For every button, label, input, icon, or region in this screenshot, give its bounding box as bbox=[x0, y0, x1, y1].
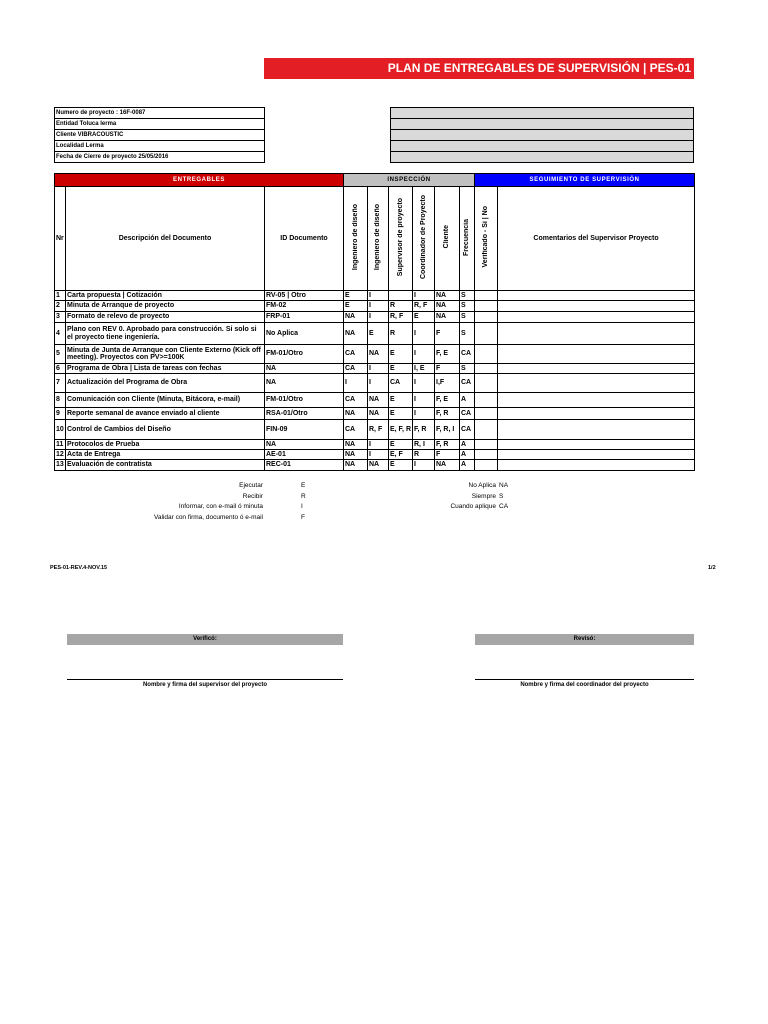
legend-code: R bbox=[301, 492, 306, 500]
col-header-coordinator-label: Coordinador de Proyecto bbox=[419, 194, 427, 279]
row-supervisor-cell: E, F bbox=[389, 450, 413, 460]
row-coordinator-cell: I bbox=[413, 345, 435, 364]
row-design-engineer-1-cell: NA bbox=[344, 312, 368, 323]
row-design-engineer-1-cell: NA bbox=[344, 460, 368, 471]
row-document-id: FRP-01 bbox=[265, 312, 344, 323]
row-design-engineer-2-cell: NA bbox=[368, 408, 389, 420]
column-header-row bbox=[55, 187, 695, 291]
row-design-engineer-2-cell: NA bbox=[368, 393, 389, 408]
row-comments-cell bbox=[498, 364, 695, 374]
row-document-id: FM-01/Otro bbox=[265, 345, 344, 364]
row-number: 7 bbox=[55, 374, 66, 393]
row-comments-cell bbox=[498, 420, 695, 440]
row-frequency-cell: S bbox=[460, 364, 475, 374]
project-client: Cliente VIBRACOUSTIC bbox=[55, 130, 264, 141]
row-verified-cell bbox=[475, 450, 498, 460]
row-verified-cell bbox=[475, 291, 498, 301]
group-header-inspection: INSPECCIÓN bbox=[344, 174, 475, 187]
row-verified-cell bbox=[475, 364, 498, 374]
row-frequency-cell: S bbox=[460, 291, 475, 301]
row-description: Minuta de Junta de Arranque con Cliente Externo (Kick off meeting). Proyectos con PV>=100K bbox=[66, 345, 265, 364]
signature-heading-reviewed: Revisó: bbox=[475, 634, 694, 645]
row-design-engineer-2-cell: R, F bbox=[368, 420, 389, 440]
row-comments-cell bbox=[498, 345, 695, 364]
col-header-supervisor bbox=[389, 187, 413, 291]
col-header-coordinator bbox=[413, 187, 435, 291]
row-design-engineer-2-cell: I bbox=[368, 364, 389, 374]
legend-item bbox=[380, 502, 580, 513]
row-comments-cell bbox=[498, 312, 695, 323]
row-comments-cell bbox=[498, 460, 695, 471]
deliverables-table bbox=[54, 173, 695, 471]
row-number: 5 bbox=[55, 345, 66, 364]
row-design-engineer-1-cell: CA bbox=[344, 364, 368, 374]
row-number: 8 bbox=[55, 393, 66, 408]
row-verified-cell bbox=[475, 374, 498, 393]
row-coordinator-cell: R bbox=[413, 450, 435, 460]
legend-code: F bbox=[301, 513, 305, 521]
row-document-id: No Aplica bbox=[265, 323, 344, 345]
table-row bbox=[55, 374, 695, 393]
row-coordinator-cell: I bbox=[413, 323, 435, 345]
legend-item bbox=[380, 481, 580, 492]
row-client-cell: F, R bbox=[435, 408, 460, 420]
row-client-cell: F bbox=[435, 450, 460, 460]
row-design-engineer-1-cell: CA bbox=[344, 345, 368, 364]
legend-item bbox=[0, 492, 330, 503]
row-supervisor-cell: R bbox=[389, 301, 413, 312]
row-design-engineer-1-cell: NA bbox=[344, 440, 368, 450]
legend-code: S bbox=[499, 492, 504, 500]
row-client-cell: F, E bbox=[435, 345, 460, 364]
row-verified-cell bbox=[475, 420, 498, 440]
row-document-id: FM-01/Otro bbox=[265, 393, 344, 408]
table-row bbox=[55, 364, 695, 374]
row-description: Programa de Obra | Lista de tareas con fechas bbox=[66, 364, 265, 374]
row-description: Comunicación con Cliente (Minuta, Bitácora, e-mail) bbox=[66, 393, 265, 408]
row-supervisor-cell: E bbox=[389, 345, 413, 364]
table-body bbox=[55, 291, 695, 471]
row-supervisor-cell: E, F, R bbox=[389, 420, 413, 440]
row-description: Reporte semanal de avance enviado al cliente bbox=[66, 408, 265, 420]
row-document-id: AE-01 bbox=[265, 450, 344, 460]
legend-code: NA bbox=[499, 482, 509, 489]
col-header-supervisor-label: Supervisor de proyecto bbox=[396, 197, 404, 277]
signature-caption-coordinator: Nombre y firma del coordinador del proyecto bbox=[520, 682, 649, 688]
legend-label: No Aplica bbox=[468, 482, 496, 489]
legend-label: Cuando aplique bbox=[450, 503, 496, 511]
row-description: Protocolos de Prueba bbox=[66, 440, 265, 450]
row-frequency-cell: CA bbox=[460, 408, 475, 420]
legend-label: Informar, con e-mail ó minuta bbox=[178, 503, 263, 511]
row-design-engineer-2-cell: NA bbox=[368, 460, 389, 471]
row-document-id: RSA-01/Otro bbox=[265, 408, 344, 420]
row-design-engineer-1-cell: NA bbox=[344, 450, 368, 460]
row-number: 4 bbox=[55, 323, 66, 345]
row-document-id: FIN-09 bbox=[265, 420, 344, 440]
row-coordinator-cell: I bbox=[413, 393, 435, 408]
document-title: PLAN DE ENTREGABLES DE SUPERVISIÓN | PES-01 bbox=[387, 61, 691, 75]
row-frequency-cell: A bbox=[460, 450, 475, 460]
row-client-cell: NA bbox=[435, 291, 460, 301]
row-verified-cell bbox=[475, 460, 498, 471]
blank-info-field bbox=[391, 141, 693, 152]
row-verified-cell bbox=[475, 408, 498, 420]
legend-label: Ejecutar bbox=[239, 482, 263, 489]
col-header-client-label: Cliente bbox=[443, 225, 450, 249]
row-supervisor-cell: E bbox=[389, 440, 413, 450]
legend-code: I bbox=[301, 503, 303, 511]
row-supervisor-cell: R, F bbox=[389, 312, 413, 323]
row-document-id: FM-02 bbox=[265, 301, 344, 312]
row-description: Actualización del Programa de Obra bbox=[66, 374, 265, 393]
row-number: 1 bbox=[55, 291, 66, 301]
row-comments-cell bbox=[498, 301, 695, 312]
document-title-bar bbox=[264, 58, 694, 79]
col-header-nr: Nr bbox=[55, 187, 66, 291]
row-supervisor-cell bbox=[389, 291, 413, 301]
legend-label: Validar con firma, documento ó e-mail bbox=[154, 513, 263, 521]
row-design-engineer-1-cell: I bbox=[344, 374, 368, 393]
legend-item bbox=[0, 513, 330, 524]
blank-info-field bbox=[391, 130, 693, 141]
row-comments-cell bbox=[498, 393, 695, 408]
row-coordinator-cell: F, R bbox=[413, 420, 435, 440]
col-header-description: Descripción del Documento bbox=[66, 187, 265, 291]
legend-label: Siempre bbox=[471, 492, 496, 500]
row-design-engineer-1-cell: NA bbox=[344, 323, 368, 345]
table-row bbox=[55, 291, 695, 301]
row-design-engineer-2-cell: I bbox=[368, 440, 389, 450]
row-document-id: RV-05 | Otro bbox=[265, 291, 344, 301]
legend-item bbox=[0, 502, 330, 513]
row-description: Acta de Entrega bbox=[66, 450, 265, 460]
row-coordinator-cell: R, I bbox=[413, 440, 435, 450]
col-header-verified bbox=[475, 187, 498, 291]
row-description: Formato de relevo de proyecto bbox=[66, 312, 265, 323]
row-number: 13 bbox=[55, 460, 66, 471]
row-supervisor-cell: E bbox=[389, 393, 413, 408]
row-design-engineer-1-cell: CA bbox=[344, 393, 368, 408]
row-client-cell: NA bbox=[435, 301, 460, 312]
col-header-verified-label: Verificado - Si | No bbox=[482, 206, 490, 268]
row-frequency-cell: A bbox=[460, 440, 475, 450]
row-client-cell: F, E bbox=[435, 393, 460, 408]
project-number: Numero de proyecto : 16F-0087 bbox=[55, 108, 264, 119]
row-comments-cell bbox=[498, 450, 695, 460]
row-coordinator-cell: I bbox=[413, 408, 435, 420]
signature-heading-verified: Verificó: bbox=[67, 634, 343, 645]
row-description: Plano con REV 0. Aprobado para construcción. Si solo si el proyecto tiene ingeniería. bbox=[66, 323, 265, 345]
signature-line-coordinator bbox=[475, 679, 694, 680]
group-header-tracking: SEGUIMIENTO DE SUPERVISIÓN bbox=[475, 174, 695, 187]
row-coordinator-cell: I, E bbox=[413, 364, 435, 374]
blank-info-field bbox=[391, 108, 693, 119]
table-row bbox=[55, 345, 695, 364]
col-header-frequency bbox=[460, 187, 475, 291]
legend-frequency bbox=[380, 481, 580, 513]
row-frequency-cell: S bbox=[460, 323, 475, 345]
table-row bbox=[55, 420, 695, 440]
row-supervisor-cell: R bbox=[389, 323, 413, 345]
table-row bbox=[55, 312, 695, 323]
row-verified-cell bbox=[475, 393, 498, 408]
row-comments-cell bbox=[498, 374, 695, 393]
blank-info-field bbox=[391, 152, 693, 163]
row-coordinator-cell: I bbox=[413, 291, 435, 301]
row-document-id: NA bbox=[265, 364, 344, 374]
row-design-engineer-2-cell: I bbox=[368, 374, 389, 393]
row-design-engineer-1-cell: E bbox=[344, 301, 368, 312]
row-supervisor-cell: E bbox=[389, 460, 413, 471]
row-frequency-cell: A bbox=[460, 460, 475, 471]
row-verified-cell bbox=[475, 323, 498, 345]
row-number: 6 bbox=[55, 364, 66, 374]
row-client-cell: NA bbox=[435, 312, 460, 323]
row-design-engineer-2-cell: I bbox=[368, 291, 389, 301]
page-number: 1/2 bbox=[708, 565, 716, 571]
signature-caption-supervisor: Nombre y firma del supervisor del proyecto bbox=[142, 682, 268, 688]
table-row bbox=[55, 460, 695, 471]
col-header-design-engineer-2 bbox=[368, 187, 389, 291]
row-supervisor-cell: E bbox=[389, 408, 413, 420]
row-design-engineer-2-cell: I bbox=[368, 450, 389, 460]
row-verified-cell bbox=[475, 312, 498, 323]
legend-roles bbox=[0, 481, 330, 523]
row-document-id: REC-01 bbox=[265, 460, 344, 471]
col-header-frequency-label: Frecuencia bbox=[463, 218, 471, 256]
row-supervisor-cell: CA bbox=[389, 374, 413, 393]
row-frequency-cell: CA bbox=[460, 374, 475, 393]
signature-line-supervisor bbox=[67, 679, 343, 680]
row-coordinator-cell: R, F bbox=[413, 301, 435, 312]
row-number: 2 bbox=[55, 301, 66, 312]
col-header-design-engineer-1-label: Ingeniero de diseño bbox=[351, 203, 359, 271]
row-coordinator-cell: I bbox=[413, 374, 435, 393]
col-header-design-engineer-1 bbox=[344, 187, 368, 291]
row-frequency-cell: CA bbox=[460, 420, 475, 440]
table-row bbox=[55, 323, 695, 345]
blank-info-field bbox=[391, 119, 693, 130]
row-frequency-cell: S bbox=[460, 312, 475, 323]
row-description: Evaluación de contratista bbox=[66, 460, 265, 471]
row-client-cell: F bbox=[435, 323, 460, 345]
col-header-document-id: ID Documento bbox=[265, 187, 344, 291]
row-coordinator-cell: E bbox=[413, 312, 435, 323]
row-design-engineer-2-cell: I bbox=[368, 301, 389, 312]
project-close-date: Fecha de Cierre de proyecto 25/05/2016 bbox=[55, 152, 264, 163]
project-info-table bbox=[54, 107, 265, 163]
col-header-client bbox=[435, 187, 460, 291]
row-number: 3 bbox=[55, 312, 66, 323]
row-coordinator-cell: I bbox=[413, 460, 435, 471]
row-client-cell: I,F bbox=[435, 374, 460, 393]
row-client-cell: F, R bbox=[435, 440, 460, 450]
project-location: Localidad Lerma bbox=[55, 141, 264, 152]
row-number: 11 bbox=[55, 440, 66, 450]
row-client-cell: NA bbox=[435, 460, 460, 471]
row-number: 10 bbox=[55, 420, 66, 440]
row-design-engineer-1-cell: E bbox=[344, 291, 368, 301]
document-code: PES-01-REV.4-NOV.15 bbox=[50, 565, 108, 571]
table-row bbox=[55, 393, 695, 408]
row-client-cell: F, R, I bbox=[435, 420, 460, 440]
project-info-blank-table bbox=[390, 107, 694, 163]
row-comments-cell bbox=[498, 291, 695, 301]
group-header-row bbox=[55, 174, 695, 187]
col-header-design-engineer-2-label: Ingeniero de diseño bbox=[374, 203, 381, 271]
row-comments-cell bbox=[498, 440, 695, 450]
row-document-id: NA bbox=[265, 374, 344, 393]
row-frequency-cell: S bbox=[460, 301, 475, 312]
row-verified-cell bbox=[475, 301, 498, 312]
row-design-engineer-2-cell: NA bbox=[368, 345, 389, 364]
row-frequency-cell: CA bbox=[460, 345, 475, 364]
row-comments-cell bbox=[498, 408, 695, 420]
row-design-engineer-2-cell: E bbox=[368, 323, 389, 345]
row-design-engineer-1-cell: NA bbox=[344, 408, 368, 420]
legend-item bbox=[380, 492, 580, 503]
project-entity: Entidad Toluca lerma bbox=[55, 119, 264, 130]
row-number: 9 bbox=[55, 408, 66, 420]
group-header-deliverables: ENTREGABLES bbox=[55, 174, 344, 187]
row-verified-cell bbox=[475, 345, 498, 364]
row-description: Minuta de Arranque de proyecto bbox=[66, 301, 265, 312]
row-verified-cell bbox=[475, 440, 498, 450]
row-description: Control de Cambios del Diseño bbox=[66, 420, 265, 440]
row-supervisor-cell: E bbox=[389, 364, 413, 374]
row-comments-cell bbox=[498, 323, 695, 345]
table-row bbox=[55, 408, 695, 420]
row-frequency-cell: A bbox=[460, 393, 475, 408]
legend-label: Recibir bbox=[242, 492, 263, 500]
table-header bbox=[55, 174, 695, 291]
col-header-comments: Comentarios del Supervisor Proyecto bbox=[498, 187, 695, 291]
legend-code: CA bbox=[499, 503, 509, 511]
table-row bbox=[55, 450, 695, 460]
row-description: Carta propuesta | Cotización bbox=[66, 291, 265, 301]
row-number: 12 bbox=[56, 450, 64, 458]
table-row bbox=[55, 440, 695, 450]
legend-code: E bbox=[301, 482, 306, 489]
row-client-cell: F bbox=[435, 364, 460, 374]
row-design-engineer-2-cell: I bbox=[368, 312, 389, 323]
row-document-id: NA bbox=[265, 440, 344, 450]
table-row bbox=[55, 301, 695, 312]
row-design-engineer-1-cell: CA bbox=[344, 420, 368, 440]
legend-item bbox=[0, 481, 330, 492]
